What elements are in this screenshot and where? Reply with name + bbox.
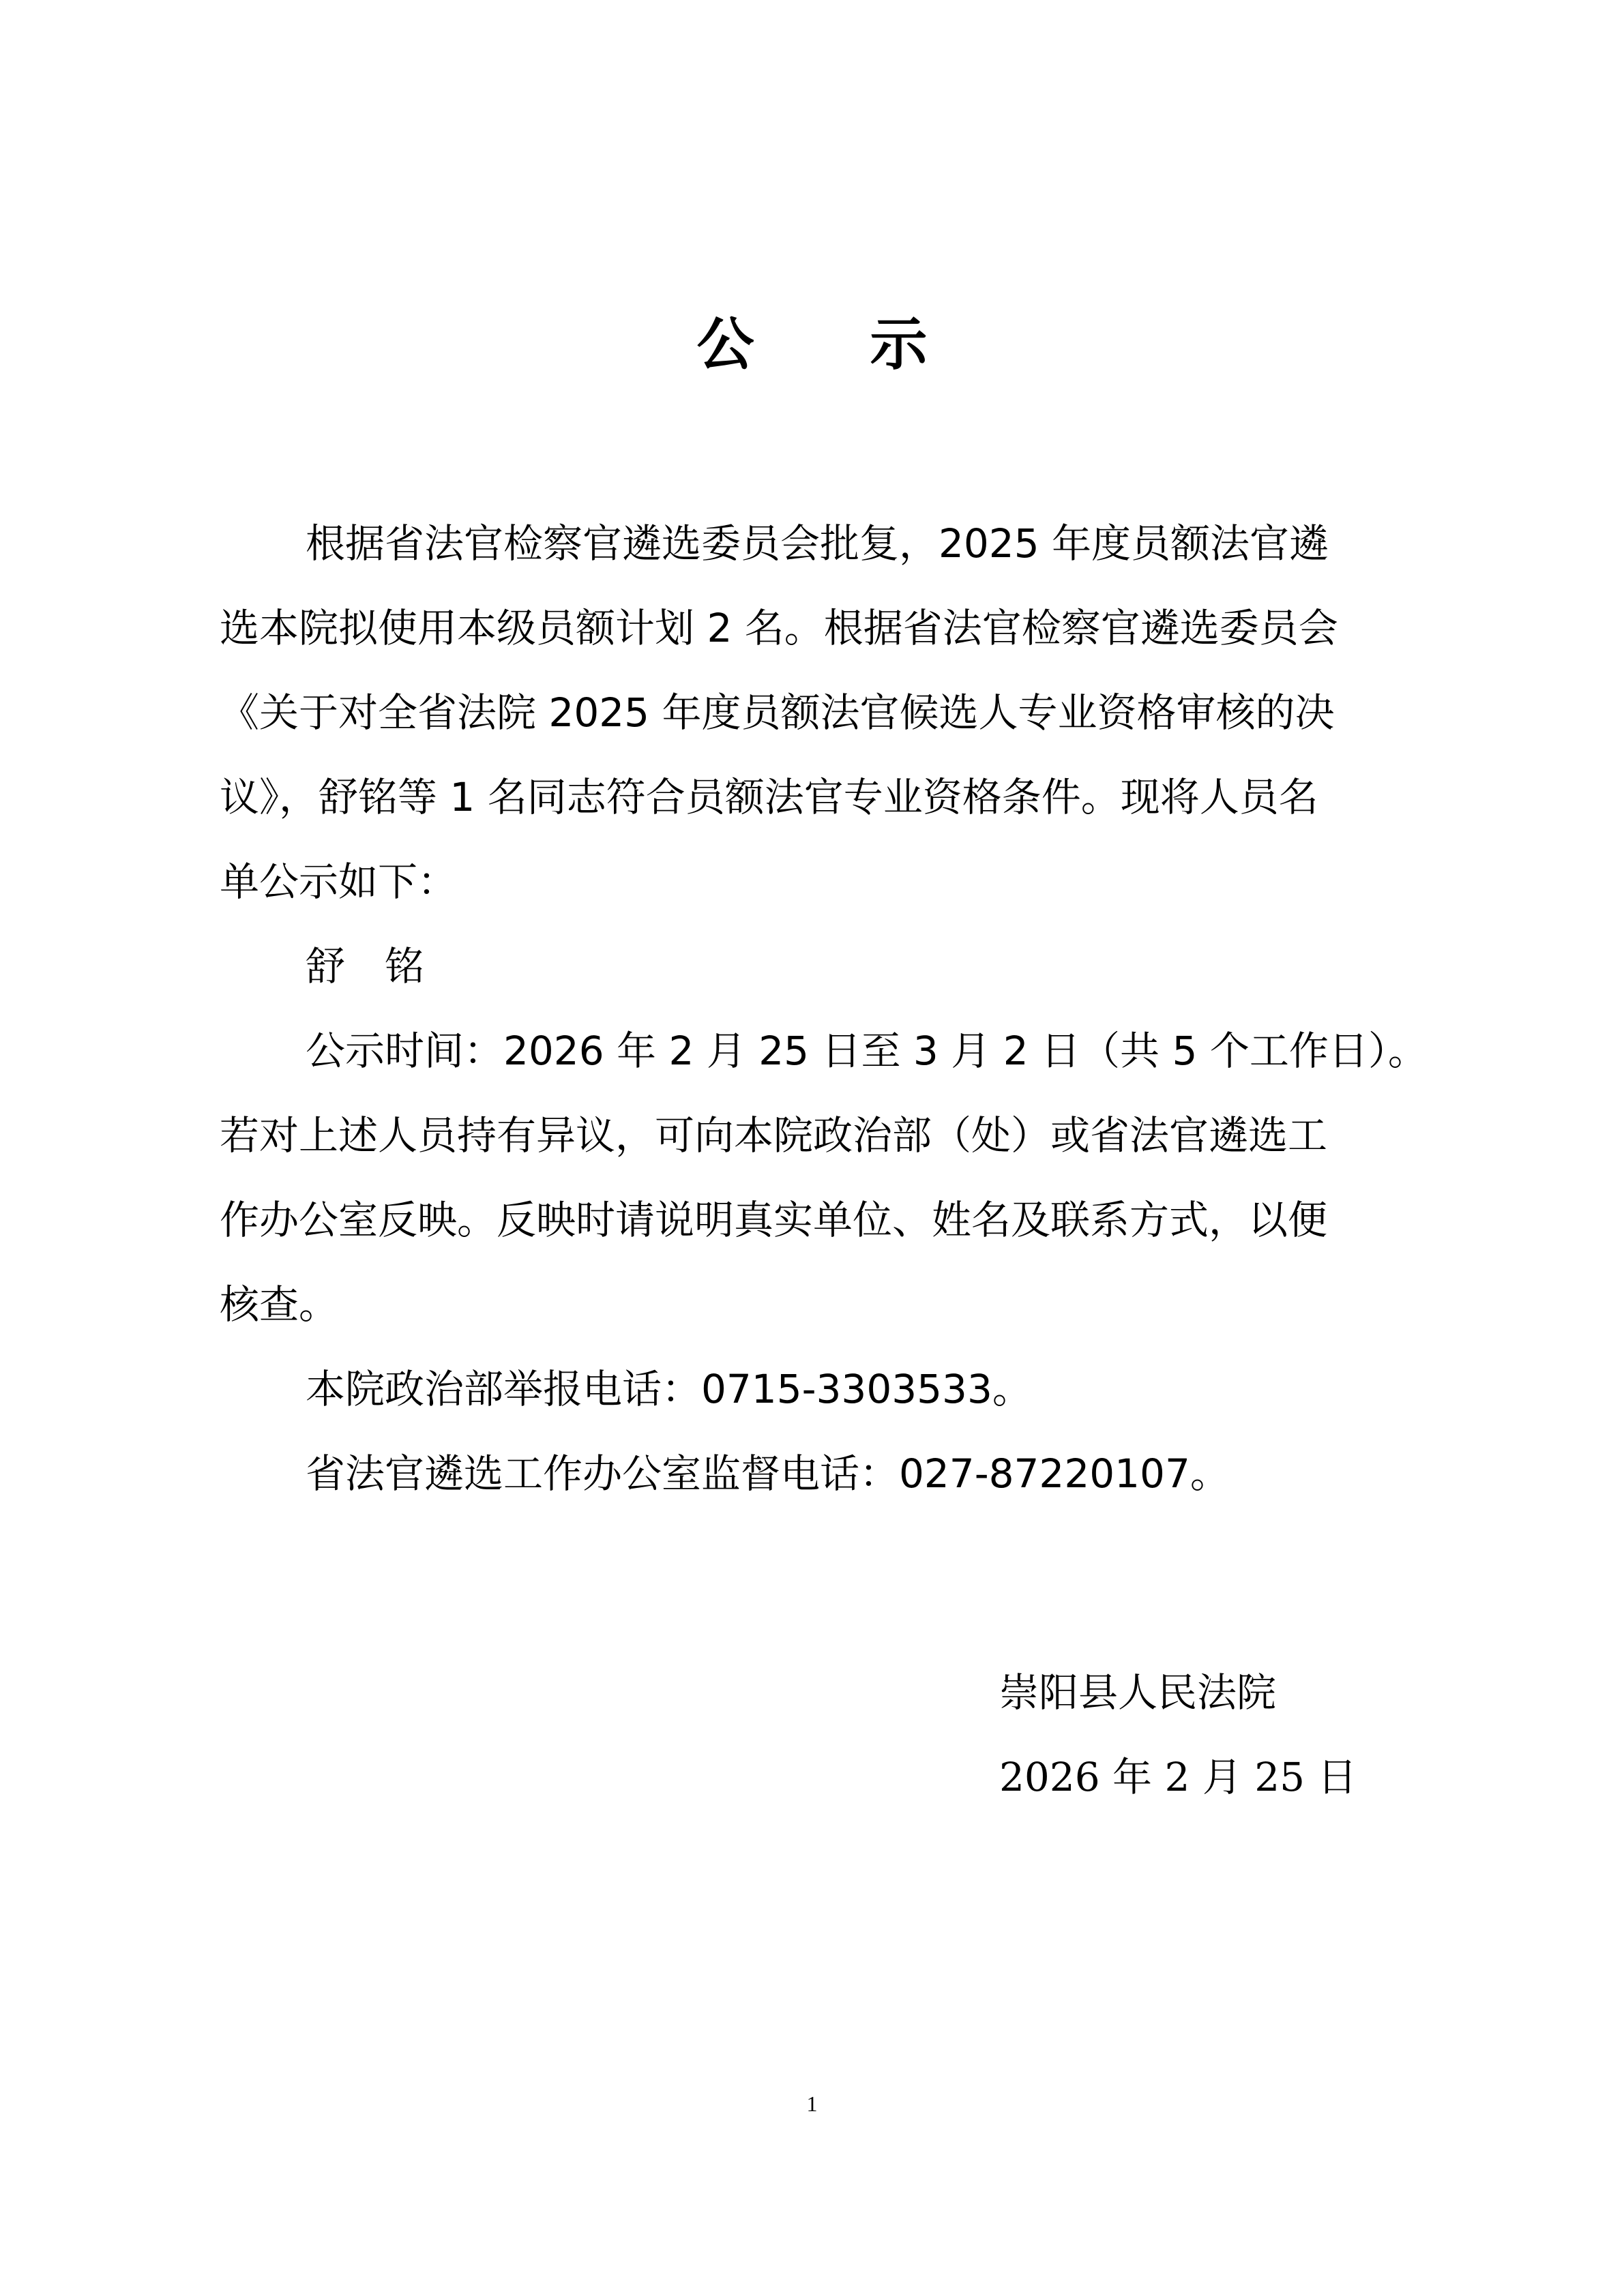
candidate-name: 舒 铭 [306,943,425,989]
title-char-2: 示 [870,311,928,378]
text-line: 《关于对全省法院 2025 年度员额法官候选人专业资格审核的决 [220,689,1335,736]
paragraph-candidate [220,924,1421,1009]
page-number: 1 [806,2091,818,2116]
text-line: 公示时间：2026 年 2 月 25 日至 3 月 2 日（共 5 个工作日）。 [306,1028,1428,1074]
paragraph-province-phone [220,1431,1421,1516]
text-line: 单公示如下： [220,859,458,905]
issuing-organization: 崇阳县人民法院 [999,1669,1277,1716]
document-body [220,501,1428,1516]
court-report-phone: 本院政治部举报电话：0715-3303533。 [306,1366,1032,1412]
text-line: 根据省法官检察官遴选委员会批复，2025 年度员额法官遴 [306,520,1329,567]
text-line: 若对上述人员持有异议，可向本院政治部（处）或省法官遴选工 [220,1112,1328,1159]
paragraph-court-phone [220,1347,1421,1431]
paragraph-intro [220,501,1421,924]
document-title [0,310,1624,378]
text-line: 核查。 [220,1281,339,1328]
issue-date: 2026 年 2 月 25 日 [999,1754,1357,1800]
paragraph-period [220,1009,1428,1347]
title-char-1: 公 [696,311,754,378]
text-line: 议》，舒铭等 1 名同志符合员额法官专业资格条件。现将人员名 [220,774,1318,820]
text-line: 选本院拟使用本级员额计划 2 名。根据省法官检察官遴选委员会 [220,605,1338,651]
province-supervision-phone: 省法官遴选工作办公室监督电话：027-87220107。 [306,1450,1230,1497]
signature-block [999,1650,1357,1819]
text-line: 作办公室反映。反映时请说明真实单位、姓名及联系方式，以便 [220,1197,1328,1243]
